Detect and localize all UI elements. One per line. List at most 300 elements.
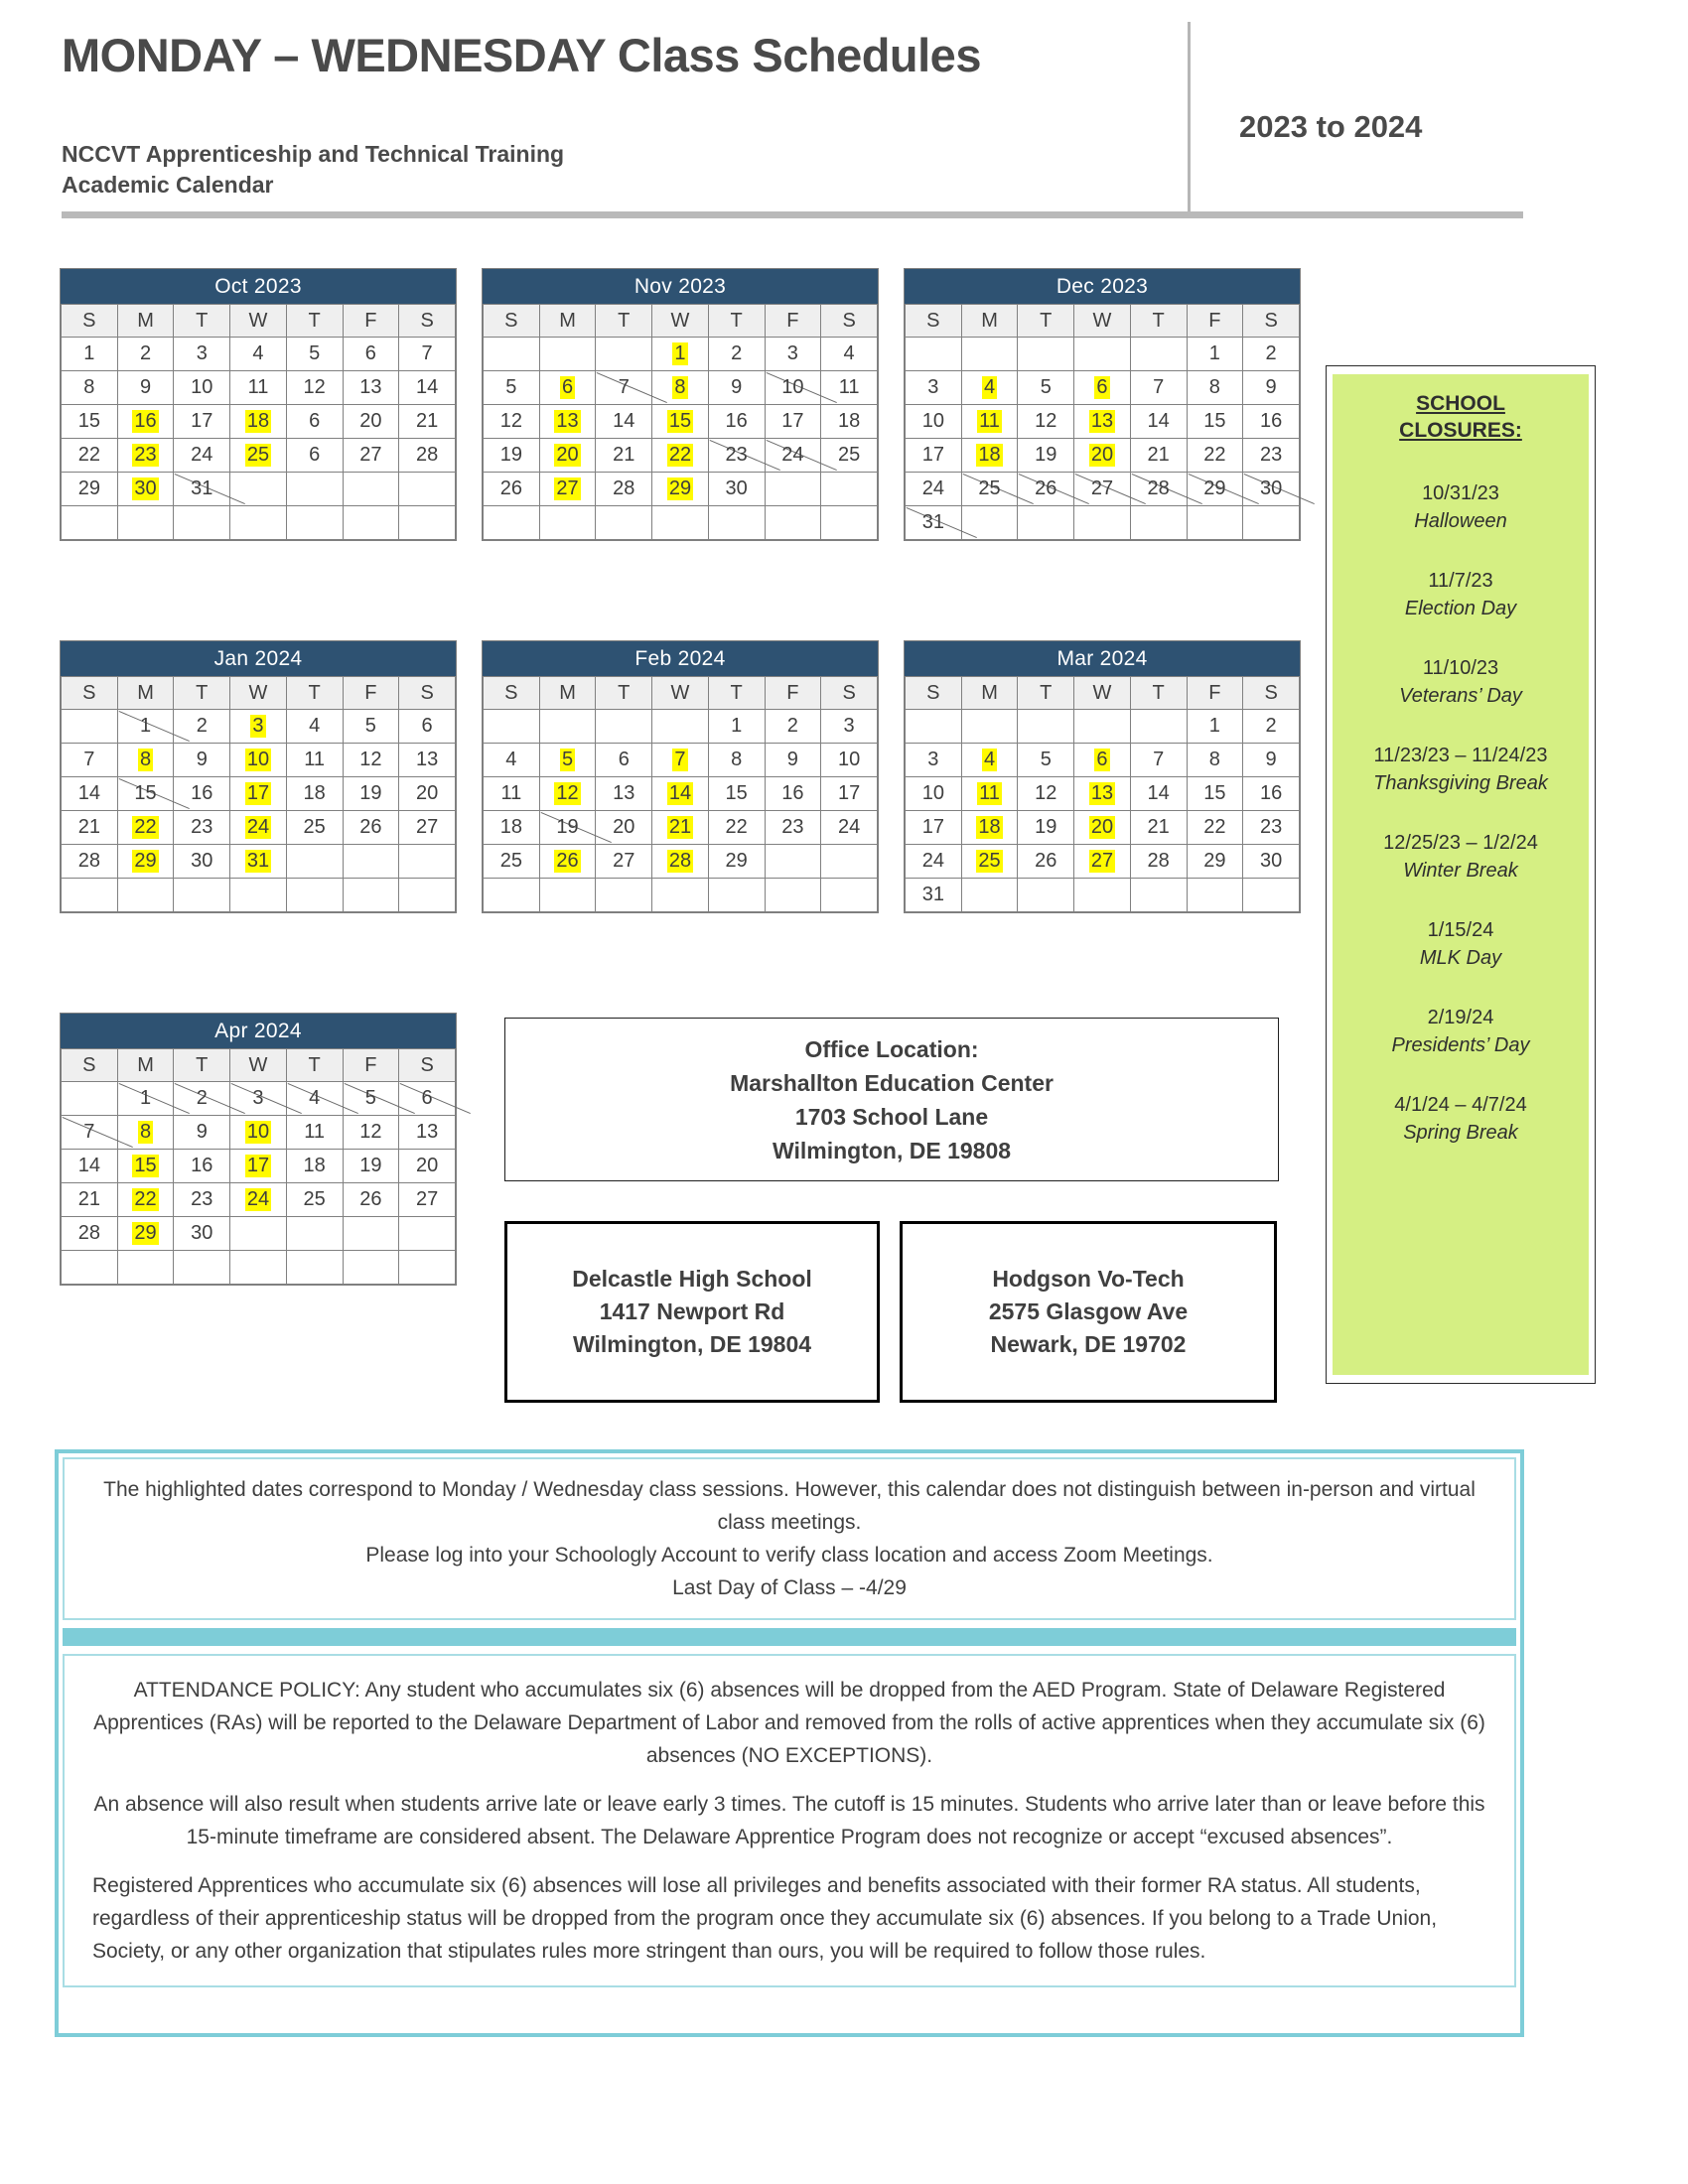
calendar-table [483, 304, 878, 540]
calendar-day-cell[interactable] [286, 811, 343, 845]
calendar-day-cell[interactable] [708, 338, 765, 371]
calendar-day-cell[interactable] [1243, 879, 1300, 912]
calendar-day-cell[interactable] [230, 1251, 287, 1285]
calendar-day-number: 9 [196, 749, 208, 770]
calendar-day-cell[interactable] [343, 473, 399, 506]
calendar-day-cell-closed[interactable] [1243, 473, 1300, 506]
calendar-day-cell[interactable] [821, 879, 878, 912]
calendar-day-cell[interactable] [343, 338, 399, 371]
weekday-header-cell: M [961, 305, 1018, 338]
calendar-day-cell[interactable] [961, 338, 1018, 371]
calendar-week-row [484, 710, 878, 744]
calendar-day-cell[interactable] [821, 744, 878, 777]
calendar-day-cell[interactable] [708, 879, 765, 912]
calendar-day-cell[interactable] [62, 371, 118, 405]
calendar-day-cell[interactable] [765, 777, 821, 811]
calendar-day-cell[interactable] [1130, 777, 1187, 811]
calendar-day-cell-highlighted[interactable] [230, 439, 287, 473]
calendar-day-cell-highlighted[interactable] [117, 1183, 174, 1217]
office-location-label: Office Location: [804, 1035, 979, 1062]
calendar-day-cell[interactable] [821, 506, 878, 540]
calendar-day-cell[interactable] [174, 1183, 230, 1217]
calendar-day-cell[interactable] [343, 1150, 399, 1183]
calendar-day-cell[interactable] [1130, 371, 1187, 405]
calendar-day-cell-highlighted[interactable] [117, 439, 174, 473]
calendar-day-cell[interactable] [230, 371, 287, 405]
calendar-day-cell[interactable] [1130, 405, 1187, 439]
calendar-day-cell-closed[interactable] [174, 473, 230, 506]
calendar-day-cell[interactable] [708, 777, 765, 811]
calendar-day-cell[interactable] [174, 338, 230, 371]
school-closure-date: 11/7/23 [1428, 570, 1493, 592]
calendar-day-cell[interactable] [1187, 338, 1243, 371]
calendar-day-cell[interactable] [62, 506, 118, 540]
calendar-day-cell[interactable] [1243, 811, 1300, 845]
calendar-day-cell[interactable] [343, 439, 399, 473]
weekday-header-cell: W [230, 1049, 287, 1082]
calendar-day-cell[interactable] [484, 879, 540, 912]
calendar-day-cell-highlighted[interactable] [230, 1150, 287, 1183]
calendar-day-number: 19 [1035, 444, 1057, 466]
calendar-day-cell[interactable] [1018, 405, 1074, 439]
calendar-day-cell[interactable] [286, 845, 343, 879]
calendar-day-cell[interactable] [286, 879, 343, 912]
calendar-day-cell[interactable] [174, 405, 230, 439]
calendar-day-cell[interactable] [1018, 845, 1074, 879]
calendar-day-cell-highlighted[interactable] [539, 473, 596, 506]
calendar-day-cell[interactable] [117, 879, 174, 912]
calendar-day-cell[interactable] [906, 845, 962, 879]
calendar-day-cell[interactable] [708, 506, 765, 540]
calendar-day-number: 28 [77, 1222, 100, 1244]
calendar-day-cell[interactable] [1187, 439, 1243, 473]
calendar-day-cell-closed[interactable] [399, 1082, 456, 1116]
calendar-day-cell[interactable] [343, 1217, 399, 1251]
weekday-header-cell: T [1130, 305, 1187, 338]
calendar-day-cell-closed[interactable] [765, 371, 821, 405]
calendar-day-number: 11 [500, 782, 522, 804]
weekday-header-cell: W [652, 305, 709, 338]
calendar-day-cell[interactable] [286, 1150, 343, 1183]
calendar-day-cell[interactable] [1187, 744, 1243, 777]
calendar-day-cell-highlighted[interactable] [1074, 405, 1131, 439]
calendar-day-cell-highlighted[interactable] [652, 811, 709, 845]
calendar-day-cell[interactable] [174, 879, 230, 912]
calendar-day-cell[interactable] [286, 473, 343, 506]
calendar-day-cell-highlighted[interactable] [230, 845, 287, 879]
calendar-day-cell[interactable] [484, 439, 540, 473]
weekday-header-cell: T [286, 677, 343, 710]
calendar-day-cell[interactable] [343, 710, 399, 744]
calendar-day-cell[interactable] [399, 338, 456, 371]
calendar-day-number: 15 [134, 1155, 157, 1176]
calendar-day-cell[interactable] [596, 777, 652, 811]
calendar-day-cell[interactable] [708, 845, 765, 879]
calendar-day-cell-highlighted[interactable] [1074, 371, 1131, 405]
school-closure-item [1342, 1004, 1579, 1059]
calendar-day-cell[interactable] [1187, 710, 1243, 744]
calendar-day-cell[interactable] [1243, 338, 1300, 371]
calendar-day-cell[interactable] [596, 473, 652, 506]
calendar-day-cell[interactable] [1243, 710, 1300, 744]
calendar-day-cell[interactable] [62, 845, 118, 879]
calendar-day-cell[interactable] [539, 338, 596, 371]
calendar-day-cell[interactable] [821, 710, 878, 744]
calendar-day-cell[interactable] [708, 744, 765, 777]
calendar-day-cell[interactable] [62, 879, 118, 912]
weekday-header-cell: S [62, 677, 118, 710]
calendar-day-cell[interactable] [906, 405, 962, 439]
calendar-day-cell-highlighted[interactable] [230, 405, 287, 439]
calendar-day-cell[interactable] [230, 338, 287, 371]
calendar-day-cell[interactable] [821, 777, 878, 811]
calendar-day-cell-highlighted[interactable] [961, 845, 1018, 879]
calendar-day-cell-highlighted[interactable] [652, 777, 709, 811]
calendar-day-cell-highlighted[interactable] [1074, 845, 1131, 879]
calendar-day-cell[interactable] [1130, 338, 1187, 371]
calendar-day-cell[interactable] [484, 744, 540, 777]
calendar-day-cell[interactable] [1130, 744, 1187, 777]
calendar-day-cell[interactable] [1130, 710, 1187, 744]
calendar-day-cell[interactable] [286, 744, 343, 777]
calendar-day-cell-highlighted[interactable] [230, 1183, 287, 1217]
calendar-day-cell[interactable] [906, 744, 962, 777]
calendar-day-cell[interactable] [1018, 371, 1074, 405]
calendar-day-cell[interactable] [906, 777, 962, 811]
calendar-day-cell[interactable] [961, 710, 1018, 744]
calendar-day-cell[interactable] [230, 879, 287, 912]
calendar-day-number: 2 [1265, 342, 1277, 364]
calendar-day-cell-highlighted[interactable] [117, 1217, 174, 1251]
calendar-day-cell[interactable] [765, 879, 821, 912]
calendar-day-cell-highlighted[interactable] [652, 338, 709, 371]
calendar-day-cell[interactable] [596, 439, 652, 473]
calendar-day-cell-highlighted[interactable] [961, 405, 1018, 439]
calendar-day-cell[interactable] [596, 879, 652, 912]
calendar-day-cell-highlighted[interactable] [230, 744, 287, 777]
calendar-day-number: 31 [246, 850, 270, 872]
calendar-day-cell[interactable] [484, 473, 540, 506]
calendar-day-cell[interactable] [1018, 744, 1074, 777]
calendar-day-cell[interactable] [906, 439, 962, 473]
calendar-day-cell[interactable] [343, 744, 399, 777]
calendar-day-cell[interactable] [1018, 879, 1074, 912]
calendar-day-cell[interactable] [399, 879, 456, 912]
calendar-day-cell[interactable] [174, 371, 230, 405]
calendar-day-cell-closed[interactable] [117, 710, 174, 744]
calendar-day-cell-closed[interactable] [765, 439, 821, 473]
calendar-day-cell[interactable] [62, 1251, 118, 1285]
class-session-notes-panel [63, 1457, 1516, 1620]
calendar-day-cell[interactable] [1243, 845, 1300, 879]
calendar-day-cell[interactable] [343, 371, 399, 405]
calendar-day-number: 2 [196, 715, 208, 737]
calendar-day-cell[interactable] [1243, 439, 1300, 473]
calendar-day-cell[interactable] [596, 710, 652, 744]
calendar-day-cell[interactable] [399, 1251, 456, 1285]
calendar-day-cell[interactable] [765, 845, 821, 879]
calendar-day-cell-highlighted[interactable] [1074, 439, 1131, 473]
calendar-day-cell[interactable] [539, 506, 596, 540]
calendar-day-cell[interactable] [765, 710, 821, 744]
calendar-day-number: 20 [415, 1155, 439, 1176]
calendar-day-cell[interactable] [1130, 439, 1187, 473]
calendar-day-cell[interactable] [652, 710, 709, 744]
calendar-week-row [906, 879, 1300, 912]
calendar-day-cell-highlighted[interactable] [539, 439, 596, 473]
calendar-day-cell[interactable] [399, 845, 456, 879]
calendar-day-cell[interactable] [1018, 439, 1074, 473]
calendar-day-cell[interactable] [484, 710, 540, 744]
weekday-header-cell: F [1187, 677, 1243, 710]
calendar-day-cell-highlighted[interactable] [961, 439, 1018, 473]
calendar-day-cell[interactable] [596, 338, 652, 371]
calendar-day-number: 24 [191, 444, 213, 466]
calendar-day-cell[interactable] [1074, 710, 1131, 744]
calendar-day-cell[interactable] [1243, 777, 1300, 811]
calendar-day-cell[interactable] [62, 473, 118, 506]
calendar-day-number: 2 [731, 342, 743, 364]
calendar-day-cell[interactable] [1018, 777, 1074, 811]
calendar-day-cell[interactable] [765, 744, 821, 777]
calendar-day-cell-highlighted[interactable] [1074, 777, 1131, 811]
calendar-day-cell[interactable] [652, 506, 709, 540]
calendar-day-cell[interactable] [62, 439, 118, 473]
school-closure-name: Presidents’ Day [1391, 1034, 1530, 1056]
calendar-day-cell[interactable] [484, 405, 540, 439]
calendar-day-cell[interactable] [821, 338, 878, 371]
calendar-day-number: 5 [505, 376, 517, 398]
calendar-day-cell[interactable] [286, 1251, 343, 1285]
calendar-day-cell[interactable] [1187, 879, 1243, 912]
calendar-day-cell-highlighted[interactable] [230, 777, 287, 811]
calendar-month-jan [60, 640, 457, 913]
calendar-day-cell[interactable] [906, 811, 962, 845]
calendar-day-cell-closed[interactable] [117, 777, 174, 811]
calendar-day-cell[interactable] [399, 1217, 456, 1251]
calendar-day-cell-highlighted[interactable] [961, 777, 1018, 811]
calendar-day-cell[interactable] [1187, 845, 1243, 879]
calendar-day-cell[interactable] [906, 338, 962, 371]
calendar-day-cell-highlighted[interactable] [652, 744, 709, 777]
calendar-week-row [62, 845, 456, 879]
calendar-day-cell-highlighted[interactable] [230, 811, 287, 845]
calendar-day-cell[interactable] [117, 371, 174, 405]
calendar-day-cell[interactable] [399, 811, 456, 845]
calendar-day-cell[interactable] [906, 371, 962, 405]
calendar-day-cell-highlighted[interactable] [961, 371, 1018, 405]
calendar-day-cell[interactable] [62, 338, 118, 371]
calendar-day-number: 2 [1265, 715, 1277, 737]
calendar-day-cell[interactable] [286, 506, 343, 540]
weekday-header-cell: S [399, 305, 456, 338]
calendar-day-cell[interactable] [484, 371, 540, 405]
calendar-day-cell[interactable] [174, 1251, 230, 1285]
calendar-day-cell[interactable] [343, 879, 399, 912]
calendar-day-cell[interactable] [708, 710, 765, 744]
calendar-day-number: 17 [246, 782, 270, 804]
calendar-week-row [62, 1251, 456, 1285]
calendar-day-cell[interactable] [399, 710, 456, 744]
calendar-day-cell[interactable] [1187, 405, 1243, 439]
calendar-day-cell-highlighted[interactable] [1074, 811, 1131, 845]
calendar-day-cell[interactable] [399, 777, 456, 811]
calendar-day-cell[interactable] [343, 845, 399, 879]
calendar-day-cell[interactable] [539, 879, 596, 912]
calendar-day-cell[interactable] [62, 1217, 118, 1251]
calendar-day-cell[interactable] [399, 405, 456, 439]
calendar-day-number: 23 [134, 444, 157, 466]
calendar-day-cell[interactable] [821, 845, 878, 879]
calendar-day-number: 15 [134, 782, 157, 804]
calendar-day-cell[interactable] [399, 506, 456, 540]
calendar-day-cell[interactable] [343, 1183, 399, 1217]
calendar-day-cell[interactable] [765, 338, 821, 371]
calendar-day-cell[interactable] [286, 405, 343, 439]
calendar-day-cell[interactable] [399, 744, 456, 777]
calendar-day-cell[interactable] [343, 1251, 399, 1285]
weekday-header-row [62, 1049, 456, 1082]
calendar-day-cell-closed[interactable] [596, 371, 652, 405]
calendar-day-cell[interactable] [652, 879, 709, 912]
calendar-week-row [62, 473, 456, 506]
calendar-day-cell[interactable] [62, 1183, 118, 1217]
calendar-day-number: 11 [979, 410, 1000, 432]
closures-title-line-1: SCHOOL [1416, 392, 1505, 415]
calendar-day-cell[interactable] [765, 811, 821, 845]
calendar-day-cell-highlighted[interactable] [539, 777, 596, 811]
calendar-week-row [484, 744, 878, 777]
calendar-day-cell[interactable] [1243, 744, 1300, 777]
calendar-day-cell[interactable] [399, 371, 456, 405]
calendar-day-cell[interactable] [174, 845, 230, 879]
calendar-day-cell[interactable] [286, 710, 343, 744]
calendar-day-cell[interactable] [174, 1150, 230, 1183]
calendar-day-cell[interactable] [174, 439, 230, 473]
calendar-day-number: 31 [191, 478, 213, 499]
calendar-day-number: 20 [556, 444, 579, 466]
calendar-day-cell[interactable] [596, 506, 652, 540]
calendar-day-cell[interactable] [1243, 405, 1300, 439]
calendar-day-cell[interactable] [1074, 879, 1131, 912]
calendar-day-cell[interactable] [596, 744, 652, 777]
calendar-day-number: 6 [561, 376, 574, 398]
notes-divider-band [63, 1628, 1516, 1646]
calendar-day-cell[interactable] [1187, 811, 1243, 845]
calendar-day-cell[interactable] [286, 777, 343, 811]
calendar-day-cell[interactable] [484, 338, 540, 371]
calendar-day-cell[interactable] [117, 338, 174, 371]
calendar-day-number: 13 [556, 410, 579, 432]
calendar-day-cell[interactable] [821, 811, 878, 845]
calendar-day-cell[interactable] [286, 1217, 343, 1251]
calendar-day-number: 7 [83, 1121, 95, 1143]
calendar-day-cell-closed[interactable] [539, 811, 596, 845]
calendar-day-cell[interactable] [484, 777, 540, 811]
calendar-day-cell[interactable] [343, 405, 399, 439]
calendar-day-cell[interactable] [484, 506, 540, 540]
calendar-day-cell[interactable] [1018, 710, 1074, 744]
calendar-day-cell[interactable] [286, 371, 343, 405]
calendar-day-cell[interactable] [343, 777, 399, 811]
calendar-day-number: 18 [303, 1155, 326, 1176]
calendar-day-cell[interactable] [1187, 777, 1243, 811]
weekday-header-cell: M [117, 305, 174, 338]
calendar-day-cell[interactable] [399, 1150, 456, 1183]
calendar-day-cell-highlighted[interactable] [652, 845, 709, 879]
calendar-day-number: 3 [927, 749, 939, 770]
calendar-day-cell[interactable] [539, 710, 596, 744]
calendar-day-cell[interactable] [286, 1183, 343, 1217]
calendar-day-cell-highlighted[interactable] [961, 811, 1018, 845]
calendar-day-cell-highlighted[interactable] [961, 744, 1018, 777]
calendar-day-cell[interactable] [1018, 811, 1074, 845]
calendar-day-cell[interactable] [1074, 338, 1131, 371]
calendar-table [905, 676, 1300, 912]
calendar-day-cell[interactable] [286, 338, 343, 371]
calendar-day-number: 21 [668, 816, 692, 838]
calendar-day-cell-highlighted[interactable] [230, 710, 287, 744]
calendar-day-number: 11 [304, 749, 326, 770]
calendar-day-cell[interactable] [399, 439, 456, 473]
calendar-day-cell[interactable] [1243, 371, 1300, 405]
calendar-day-number: 4 [309, 715, 321, 737]
calendar-day-number: 27 [359, 444, 382, 466]
calendar-day-cell[interactable] [906, 879, 962, 912]
calendar-day-cell[interactable] [286, 439, 343, 473]
calendar-day-cell-highlighted[interactable] [117, 405, 174, 439]
calendar-day-cell[interactable] [399, 473, 456, 506]
weekday-header-cell: F [765, 305, 821, 338]
calendar-day-cell[interactable] [765, 506, 821, 540]
calendar-day-cell[interactable] [1130, 811, 1187, 845]
calendar-month-title: Dec 2023 [905, 269, 1300, 304]
calendar-day-cell[interactable] [1130, 879, 1187, 912]
calendar-day-cell[interactable] [62, 405, 118, 439]
calendar-day-cell-highlighted[interactable] [539, 744, 596, 777]
calendar-day-cell[interactable] [1187, 371, 1243, 405]
calendar-day-number: 21 [613, 444, 635, 466]
calendar-day-number: 9 [196, 1121, 208, 1143]
weekday-header-cell: T [1018, 305, 1074, 338]
weekday-header-cell: T [708, 305, 765, 338]
calendar-day-cell[interactable] [1018, 338, 1074, 371]
calendar-day-cell[interactable] [117, 1251, 174, 1285]
calendar-day-cell[interactable] [174, 1217, 230, 1251]
calendar-day-cell[interactable] [961, 879, 1018, 912]
calendar-day-cell-highlighted[interactable] [1074, 744, 1131, 777]
calendar-day-number: 11 [304, 1121, 326, 1143]
calendar-day-cell-highlighted[interactable] [117, 845, 174, 879]
calendar-day-cell[interactable] [399, 1183, 456, 1217]
school-closure-date: 1/15/24 [1427, 919, 1494, 941]
calendar-day-cell[interactable] [1130, 845, 1187, 879]
calendar-month-title: Apr 2024 [61, 1014, 456, 1048]
calendar-day-cell[interactable] [708, 811, 765, 845]
calendar-day-number: 30 [1259, 478, 1283, 499]
calendar-day-number: 16 [191, 1155, 213, 1176]
calendar-day-cell[interactable] [343, 811, 399, 845]
calendar-month-title: Feb 2024 [483, 641, 878, 676]
calendar-day-cell[interactable] [343, 506, 399, 540]
calendar-day-number: 23 [725, 444, 748, 466]
calendar-day-number: 15 [725, 782, 748, 804]
calendar-day-number: 24 [921, 478, 944, 499]
calendar-day-number: 14 [1147, 410, 1170, 432]
subtitle-line-2: Academic Calendar [62, 172, 274, 198]
calendar-day-cell[interactable] [906, 710, 962, 744]
calendar-day-cell[interactable] [230, 1217, 287, 1251]
